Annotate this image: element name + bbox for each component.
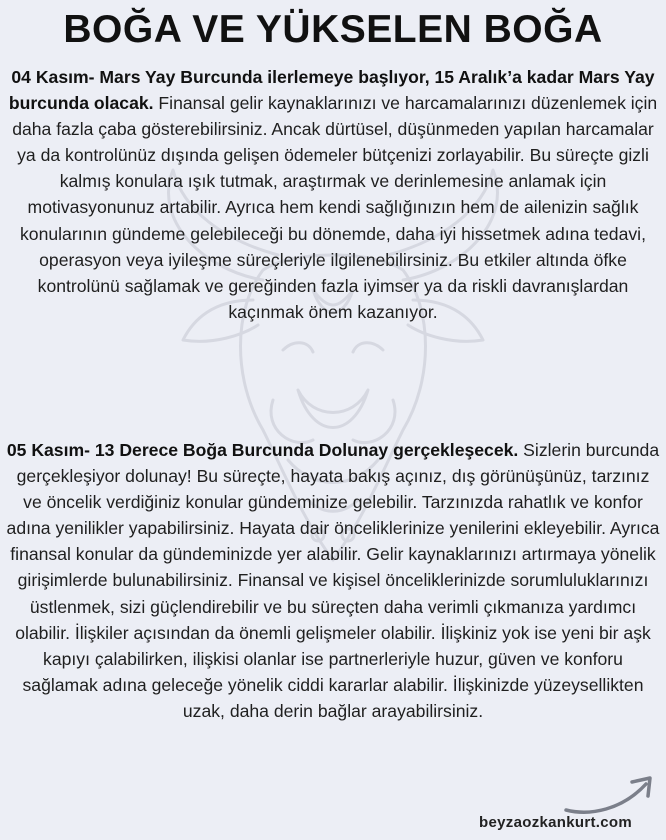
section-heading: 04 Kasım- Mars Yay Burcunda ilerlemeye başlıyor, 15 Aralık’a kadar Mars Yay burcunda olacak. — [8, 67, 655, 114]
page-title: BOĞA VE YÜKSELEN BOĞA — [63, 8, 603, 51]
section-full-moon-taurus — [6, 437, 660, 724]
section-mars-sagittarius — [6, 64, 660, 325]
curved-arrow-icon — [560, 770, 660, 818]
section-body: Sizlerin burcunda gerçekleşiyor dolunay! Bu süreçte, hayata bakış açınız, dış görünüşünüz, tarzınız ve öncelik verdiğiniz konular gündeminize gelebilir. Tarzınızda rahatlık ve konfor adına yenilikler yapabilirsiniz. Hayata dair önceliklerinize yenilerini ekleyebilir. Ayrıca finansal konular da gündeminizde yer alabilir. Gelir kaynaklarınızı artırmaya yönelik girişimlerde bulunabilirsiniz. Finansal ve kişisel önceliklerinizde sorumluluklarınızı üstlenmek, sizi güçlendirebilir ve bu süreçten daha verimli çıkmanıza yardımcı olabilir. İlişkiler açısından da önemli gelişmeler olabilir. İlişkiniz yok ise yeni bir aşk kapıyı çalabilirken, ilişkisi olanlar ise partnerleriyle huzur, güven ve konforu sağlamak adına geleceğe yönelik ciddi kararlar alabilir. İlişkinizde yüzeysellikten uzak, daha derin bağlar arayabilirsiniz. — [6, 440, 660, 721]
website-link[interactable]: beyzaozkankurt.com — [479, 814, 632, 831]
section-heading: 05 Kasım- 13 Derece Boğa Burcunda Dolunay gerçekleşecek. — [6, 440, 519, 460]
section-body: Finansal gelir kaynaklarınızı ve harcamalarınızı düzenlemek için daha fazla çaba gösterebilirsiniz. Ancak dürtüsel, düşünmeden yapılan harcamalar ya da kontrolünüz dışında gelişen ödemeler bütçenizi zorlayabilir. Bu süreçte gizli kalmış konulara ışık tutmak, araştırmak ve derinlemesine anlamak için motivasyonunuz artabilir. Ayrıca hem kendi sağlığınızın hem de ailenizin sağlık konularının gündeme gelebileceği bu dönemde, daha iyi hissetmek adına tedavi, operasyon veya iyileşme süreçleriyle ilgilenebilirsiniz. Bu etkiler altında öfke kontrolünü sağlamak ve gereğinden fazla iyimser ya da riskli davranışlardan kaçınmak önem kazanıyor. — [12, 93, 658, 322]
